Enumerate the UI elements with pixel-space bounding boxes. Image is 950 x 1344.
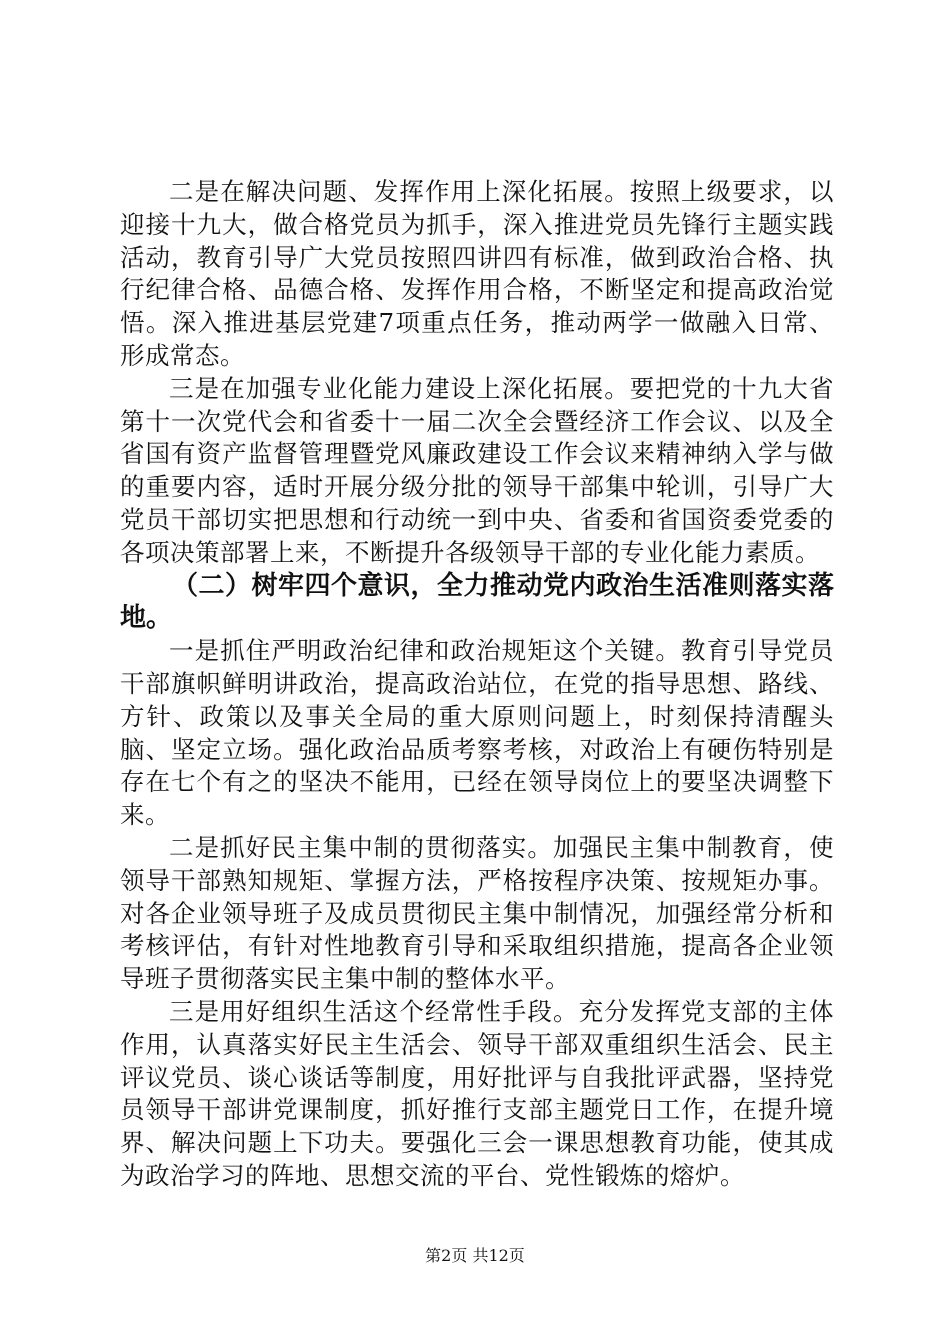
section-heading: （二）树牢四个意识，全力推动党内政治生活准则落实落地。 <box>120 570 834 634</box>
paragraph-2: 三是在加强专业化能力建设上深化拓展。要把党的十九大省第十一次党代会和省委十一届二次全会暨经济工作会议、以及全省国有资产监督管理暨党风廉政建设工作会议来精神纳入学与做的重要内容，适时开展分级分批的领导干部集中轮训，引导广大党员干部切实把思想和行动统一到中央、省委和省国资委党委的各项决策部署上来，不断提升各级领导干部的专业化能力素质。 <box>120 373 834 567</box>
paragraph-1: 二是在解决问题、发挥作用上深化拓展。按照上级要求，以迎接十九大，做合格党员为抓手，深入推进党员先锋行主题实践活动，教育引导广大党员按照四讲四有标准，做到政治合格、执行纪律合格、品德合格、发挥作用合格，不断坚定和提高政治觉悟。深入推进基层党建7项重点任务，推动两学一做融入日常、形成常态。 <box>120 177 834 370</box>
page-number-footer: 第2页 共12页 <box>425 1246 525 1265</box>
paragraph-4: 二是抓好民主集中制的贯彻落实。加强民主集中制教育，使领导干部熟知规矩、掌握方法，严格按程序决策、按规矩办事。对各企业领导班子及成员贯彻民主集中制情况，加强经常分析和考核评估，有针对性地教育引导和采取组织措施，提高各企业领导班子贯彻落实民主集中制的整体水平。 <box>120 832 834 994</box>
paragraph-5: 三是用好组织生活这个经常性手段。充分发挥党支部的主体作用，认真落实好民主生活会、领导干部双重组织生活会、民主评议党员、谈心谈话等制度，用好批评与自我批评武器，坚持党员领导干部讲党课制度，抓好推行支部主题党日工作，在提升境界、解决问题上下功夫。要强化三会一课思想教育功能，使其成为政治学习的阵地、思想交流的平台、党性锻炼的熔炉。 <box>120 996 834 1190</box>
document-body <box>120 176 834 1193</box>
paragraph-3: 一是抓住严明政治纪律和政治规矩这个关键。教育引导党员干部旗帜鲜明讲政治，提高政治站位，在党的指导思想、路线、方针、政策以及事关全局的重大原则问题上，时刻保持清醒头脑、坚定立场。强化政治品质考察考核，对政治上有硬伤特别是存在七个有之的坚决不能用，已经在领导岗位上的要坚决调整下来。 <box>120 636 834 830</box>
